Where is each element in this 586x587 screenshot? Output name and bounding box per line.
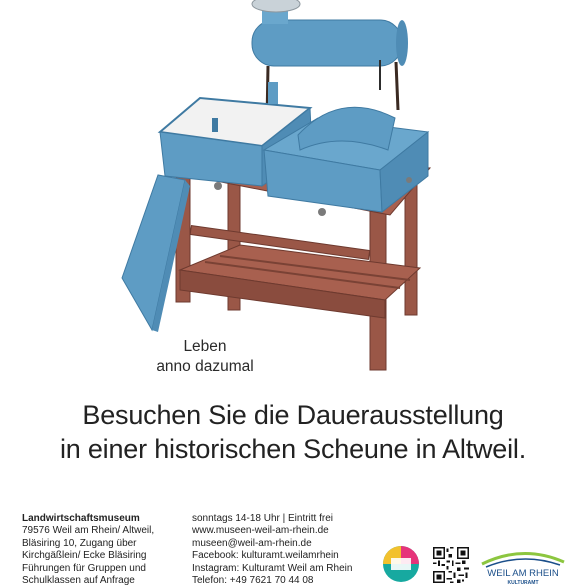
address-line: Führungen für Gruppen und [22,562,146,574]
facebook-handle: Facebook: kulturamt.weilamrhein [192,550,339,562]
museum-name: Landwirtschaftsmuseum [22,513,140,524]
city-name: WEIL AM RHEIN [487,568,559,579]
museums-pass-logo [382,545,420,583]
address-line: Kirchgäßlein/ Ecke Bläsiring [22,550,147,562]
address-line: 79576 Weil am Rhein/ Altweil, [22,525,155,537]
instagram-handle: Instagram: Kulturamt Weil am Rhein [192,562,353,574]
headline [0,398,586,466]
phone-number: Telefon: +49 7621 70 44 08 [192,575,314,587]
address-line: Schulklassen auf Anfrage [22,575,135,587]
caption-line: anno dazumal [156,358,254,375]
city-department: KULTURAMT [507,580,539,586]
exhibit-caption [140,337,270,377]
headline-line: in einer historischen Scheune in Altweil. [59,434,527,464]
opening-hours: sonntags 14-18 Uhr | Eintritt frei [192,513,333,524]
address-block [22,513,182,587]
qr-code-icon[interactable] [433,547,469,583]
email-link[interactable]: museen@weil-am-rhein.de [192,537,312,549]
caption-line: Leben [183,338,227,355]
contact-block [192,513,382,587]
address-line: Bläsiring 10, Zugang über [22,537,137,549]
weil-am-rhein-logo [478,548,568,586]
headline-line: Besuchen Sie die Dauerausstellung [82,400,504,430]
website-link[interactable]: www.museen-weil-am-rhein.de [192,525,329,537]
